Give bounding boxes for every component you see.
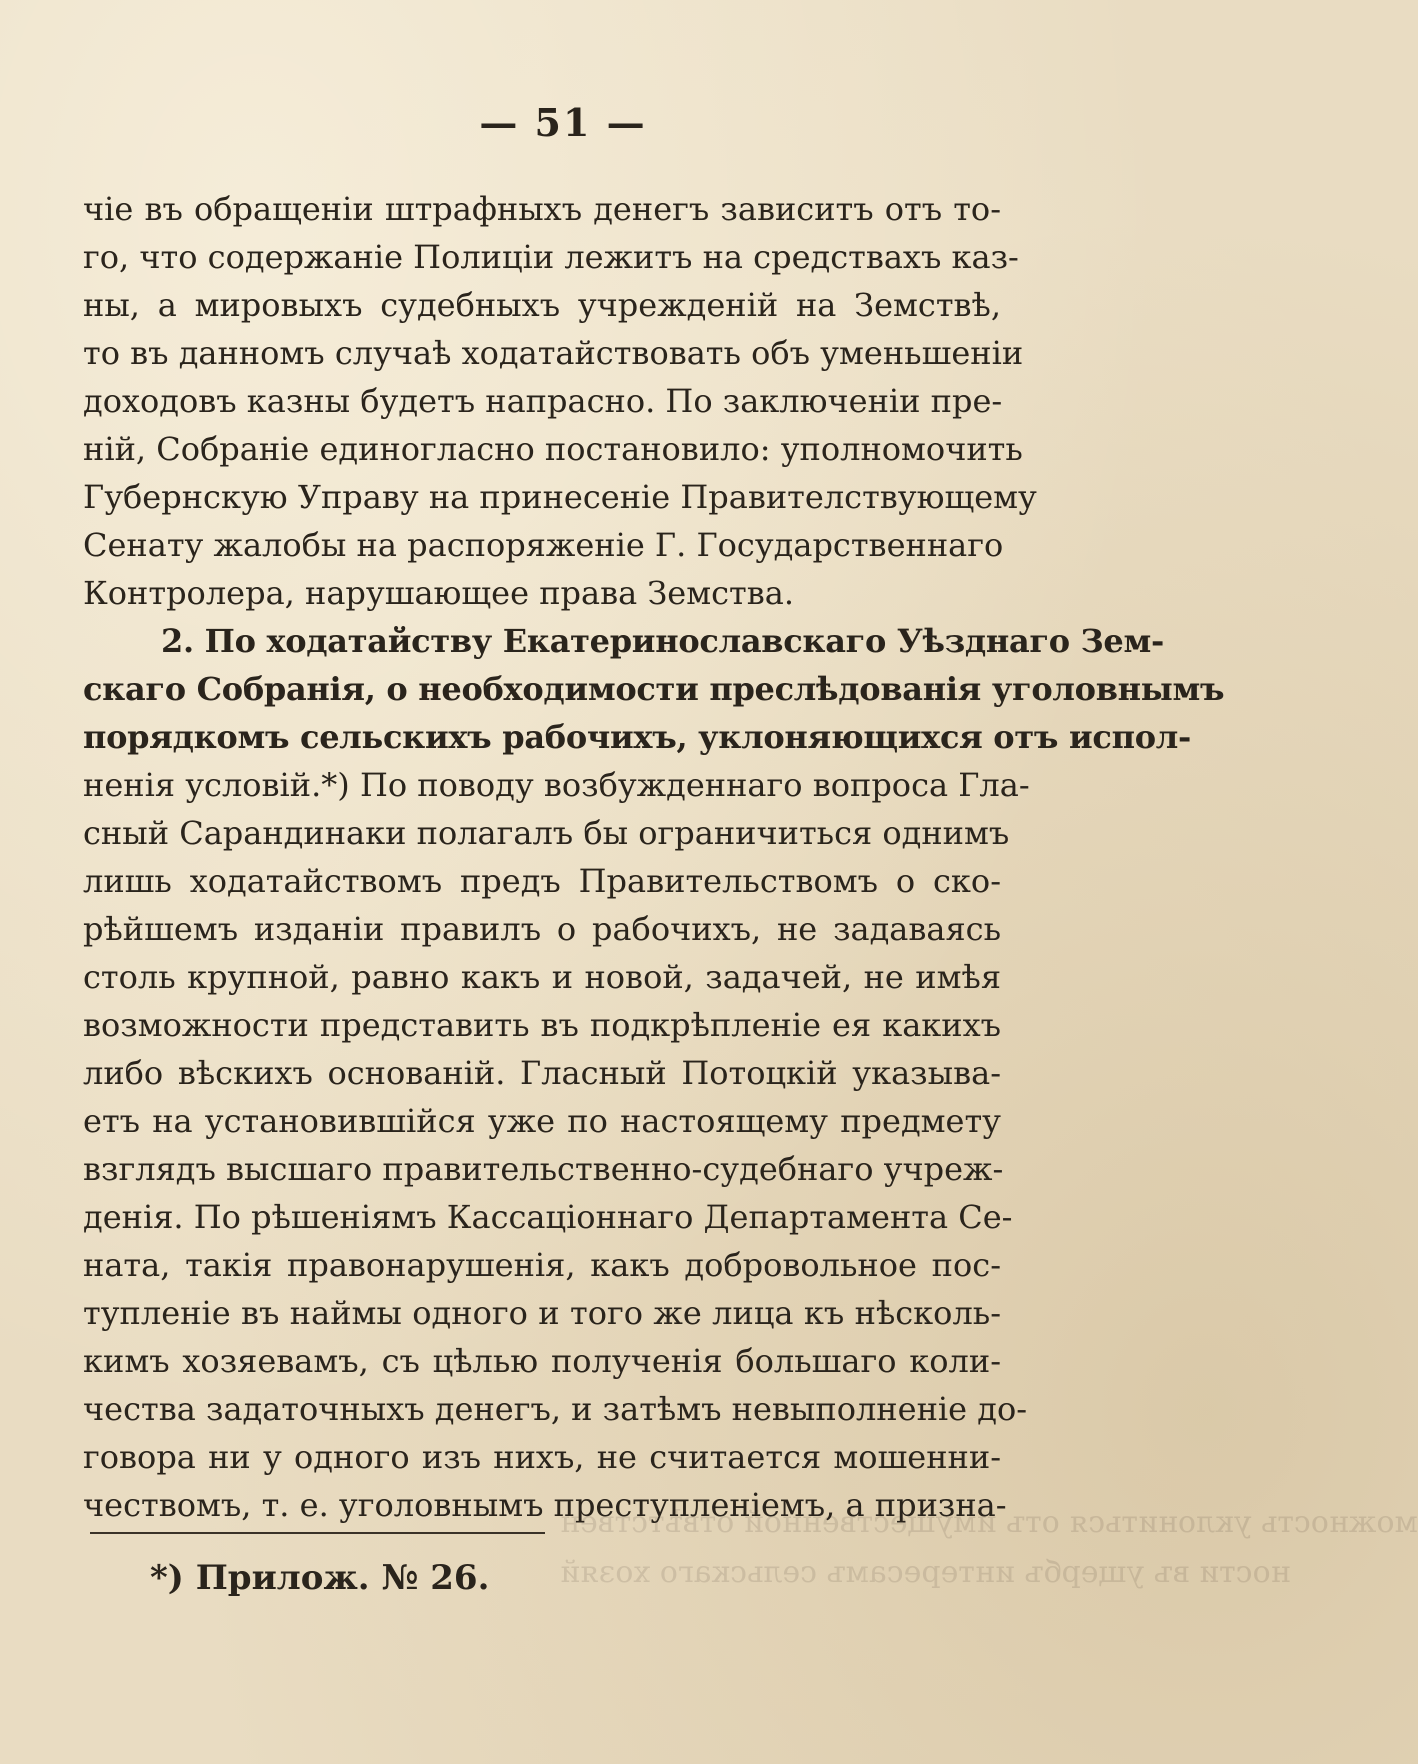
text-line: тупленіе въ наймы одного и того же лица къ нѣсколь-	[83, 1294, 1001, 1332]
footnote: *) Прилож. № 26.	[150, 1558, 490, 1598]
text-line: то въ данномъ случаѣ ходатайствовать объ уменьшеніи	[83, 334, 1024, 372]
text-line: сный Сарандинаки полагалъ бы ограничиться однимъ	[83, 814, 1010, 852]
footnote-divider	[90, 1532, 545, 1534]
text-line: ній, Собраніе единогласно постановило: уполномочить	[83, 430, 1023, 468]
text-line: чествомъ, т. е. уголовнымъ преступленіемъ, а призна-	[83, 1486, 1007, 1524]
text-line: етъ на установившійся уже по настоящему предмету	[83, 1102, 1001, 1140]
text-line: рѣйшемъ изданіи правилъ о рабочихъ, не задаваясь	[83, 910, 1001, 948]
text-line: чества задаточныхъ денегъ, и затѣмъ невыполненіе до-	[83, 1390, 1028, 1428]
text-line: денія. По рѣшеніямъ Кассаціоннаго Департамента Се-	[83, 1198, 1013, 1236]
section-heading-line: порядкомъ сельскихъ рабочихъ, уклоняющихся отъ испол-	[83, 718, 1191, 756]
bleed-through-text: можность уклониться отъ имущественной отвѣтствен	[560, 1505, 1418, 1540]
section-heading-line: 2. По ходатайству Екатеринославскаго Уѣзднаго Зем-	[161, 622, 1164, 660]
text-line: кимъ хозяевамъ, съ цѣлью полученія большаго коли-	[83, 1342, 1001, 1380]
text-line: Контролера, нарушающее права Земства.	[83, 574, 794, 612]
text-line: Сенату жалобы на распоряженіе Г. Государственнаго	[83, 526, 1004, 564]
text-line: ны, а мировыхъ судебныхъ учрежденій на Земствѣ,	[83, 286, 1001, 324]
text-line: доходовъ казны будетъ напрасно. По заключеніи пре-	[83, 382, 1003, 420]
text-line: столь крупной, равно какъ и новой, задачей, не имѣя	[83, 958, 1001, 996]
text-line: Губернскую Управу на принесеніе Правителствующему	[83, 478, 1037, 516]
bleed-through-text: ности въ ущербъ интересамъ сельскаго хозяй	[560, 1555, 1291, 1590]
text-line: либо вѣскихъ основаній. Гласный Потоцкій указыва-	[83, 1054, 1001, 1092]
page-number: — 51 —	[479, 100, 647, 145]
text-line: возможности представить въ подкрѣпленіе ея какихъ	[83, 1006, 1001, 1044]
text-line: взглядъ высшаго правительственно-судебнаго учреж-	[83, 1150, 1004, 1188]
text-line: говора ни у одного изъ нихъ, не считается мошенни-	[83, 1438, 1001, 1476]
text-line: ната, такія правонарушенія, какъ добровольное пос-	[83, 1246, 1001, 1284]
text-line: го, что содержаніе Полиціи лежитъ на средствахъ каз-	[83, 238, 1019, 276]
text-line: ненія условій.*) По поводу возбужденнаго вопроса Гла-	[83, 766, 1030, 804]
section-heading-line: скаго Собранія, о необходимости преслѣдованія уголовнымъ	[83, 670, 1225, 708]
text-line: чіе въ обращеніи штрафныхъ денегъ зависитъ отъ то-	[83, 190, 1001, 228]
text-line: лишь ходатайствомъ предъ Правительствомъ о ско-	[83, 862, 1001, 900]
